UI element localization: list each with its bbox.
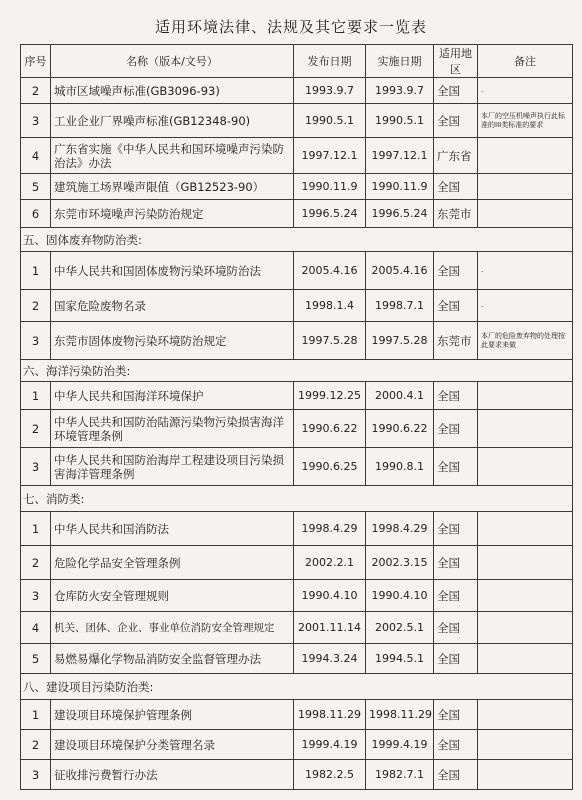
- publish-cell: 2001.11.14: [294, 612, 366, 644]
- name-cell: 国家危险废物名录: [51, 290, 294, 322]
- publish-cell: 2005.4.16: [294, 252, 366, 290]
- area-cell: 全国: [434, 448, 478, 486]
- table-row: [21, 104, 573, 138]
- seq-cell: 2: [21, 730, 51, 760]
- header-note: 备注: [478, 45, 573, 78]
- publish-cell: 1990.11.9: [294, 174, 366, 200]
- seq-cell: 2: [21, 290, 51, 322]
- effective-cell: 1993.9.7: [366, 78, 434, 104]
- publish-cell: 1999.12.25: [294, 382, 366, 410]
- area-cell: 全国: [434, 546, 478, 580]
- note-cell: [478, 730, 573, 760]
- seq-cell: 1: [21, 252, 51, 290]
- area-cell: 全国: [434, 730, 478, 760]
- area-cell: 全国: [434, 104, 478, 138]
- effective-cell: 1994.5.1: [366, 644, 434, 674]
- publish-cell: 1998.11.29: [294, 700, 366, 730]
- seq-cell: 2: [21, 78, 51, 104]
- area-cell: 全国: [434, 174, 478, 200]
- effective-cell: 1990.4.10: [366, 580, 434, 612]
- publish-cell: 1990.5.1: [294, 104, 366, 138]
- effective-cell: 1998.11.29: [366, 700, 434, 730]
- effective-cell: 1998.4.29: [366, 512, 434, 546]
- seq-cell: 3: [21, 760, 51, 790]
- note-cell: [478, 174, 573, 200]
- table-row: [21, 252, 573, 290]
- seq-cell: 2: [21, 410, 51, 448]
- effective-cell: 2002.3.15: [366, 546, 434, 580]
- table-row: [21, 644, 573, 674]
- note-cell: [478, 760, 573, 790]
- effective-cell: 1982.7.1: [366, 760, 434, 790]
- section-heading-solid-waste: 五、固体废弃物防治类:: [21, 228, 573, 252]
- note-cell: [478, 644, 573, 674]
- seq-cell: 2: [21, 546, 51, 580]
- effective-cell: 1998.7.1: [366, 290, 434, 322]
- section-row: [21, 674, 573, 700]
- note-cell: .: [478, 252, 573, 290]
- area-cell: 全国: [434, 580, 478, 612]
- note-cell: [478, 580, 573, 612]
- area-cell: 全国: [434, 290, 478, 322]
- section-row: [21, 360, 573, 382]
- table-row: [21, 700, 573, 730]
- name-cell: 东莞市环境噪声污染防治规定: [51, 200, 294, 228]
- seq-cell: 1: [21, 700, 51, 730]
- section-row: [21, 486, 573, 512]
- publish-cell: 1982.2.5: [294, 760, 366, 790]
- name-cell: 建筑施工场界噪声限值（GB12523-90）: [51, 174, 294, 200]
- header-name: 名称（版本/文号）: [51, 45, 294, 78]
- publish-cell: 1998.1.4: [294, 290, 366, 322]
- name-cell: 中华人民共和国防治陆源污染物污染损害海洋环境管理条例: [51, 410, 294, 448]
- effective-cell: 1990.6.22: [366, 410, 434, 448]
- header-seq: 序号: [21, 45, 51, 78]
- publish-cell: 1997.12.1: [294, 138, 366, 174]
- table-row: [21, 290, 573, 322]
- effective-cell: 2000.4.1: [366, 382, 434, 410]
- name-cell: 中华人民共和国固体废物污染环境防治法: [51, 252, 294, 290]
- note-cell: .: [478, 290, 573, 322]
- note-cell: [478, 200, 573, 228]
- area-cell: 全国: [434, 760, 478, 790]
- name-cell: 广东省实施《中华人民共和国环境噪声污染防治法》办法: [51, 138, 294, 174]
- effective-cell: 1997.5.28: [366, 322, 434, 360]
- table-row: [21, 200, 573, 228]
- publish-cell: 2002.2.1: [294, 546, 366, 580]
- publish-cell: 1999.4.19: [294, 730, 366, 760]
- area-cell: 广东省: [434, 138, 478, 174]
- seq-cell: 1: [21, 512, 51, 546]
- seq-cell: 3: [21, 322, 51, 360]
- publish-cell: 1990.6.25: [294, 448, 366, 486]
- seq-cell: 4: [21, 138, 51, 174]
- publish-cell: 1990.6.22: [294, 410, 366, 448]
- effective-cell: 1997.12.1: [366, 138, 434, 174]
- seq-cell: 4: [21, 612, 51, 644]
- area-cell: 全国: [434, 252, 478, 290]
- note-cell: [478, 138, 573, 174]
- name-cell: 仓库防火安全管理规则: [51, 580, 294, 612]
- note-cell: 本厂的空压机噪声执行此标准的III类标准的要求: [478, 104, 573, 138]
- effective-cell: 1990.11.9: [366, 174, 434, 200]
- header-effective-date: 实施日期: [366, 45, 434, 78]
- note-cell: [478, 448, 573, 486]
- note-cell: [478, 546, 573, 580]
- area-cell: 全国: [434, 78, 478, 104]
- publish-cell: 1993.9.7: [294, 78, 366, 104]
- note-cell: [478, 382, 573, 410]
- note-cell: 本厂的危险废弃物的处理按此要求来做: [478, 322, 573, 360]
- table-header-row: [21, 45, 573, 78]
- area-cell: 东莞市: [434, 322, 478, 360]
- table-row: [21, 512, 573, 546]
- seq-cell: 3: [21, 104, 51, 138]
- name-cell: 中华人民共和国消防法: [51, 512, 294, 546]
- publish-cell: 1990.4.10: [294, 580, 366, 612]
- area-cell: 全国: [434, 644, 478, 674]
- table-row: [21, 730, 573, 760]
- name-cell: 东莞市固体废物污染环境防治规定: [51, 322, 294, 360]
- effective-cell: 1990.8.1: [366, 448, 434, 486]
- header-publish-date: 发布日期: [294, 45, 366, 78]
- name-cell: 建设项目环境保护分类管理名录: [51, 730, 294, 760]
- table-row: [21, 174, 573, 200]
- name-cell: 城市区域噪声标准(GB3096-93): [51, 78, 294, 104]
- name-cell: 建设项目环境保护管理条例: [51, 700, 294, 730]
- note-cell: .: [478, 78, 573, 104]
- publish-cell: 1994.3.24: [294, 644, 366, 674]
- table-row: [21, 410, 573, 448]
- table-row: [21, 322, 573, 360]
- table-row: [21, 546, 573, 580]
- effective-cell: 2005.4.16: [366, 252, 434, 290]
- name-cell: 中华人民共和国海洋环境保护: [51, 382, 294, 410]
- regulations-table: [20, 44, 573, 790]
- effective-cell: 1996.5.24: [366, 200, 434, 228]
- seq-cell: 3: [21, 580, 51, 612]
- publish-cell: 1998.4.29: [294, 512, 366, 546]
- table-row: [21, 382, 573, 410]
- section-heading-construction: 八、建设项目污染防治类:: [21, 674, 573, 700]
- note-cell: [478, 700, 573, 730]
- table-row: [21, 138, 573, 174]
- seq-cell: 5: [21, 644, 51, 674]
- table-row: [21, 448, 573, 486]
- note-cell: [478, 410, 573, 448]
- seq-cell: 3: [21, 448, 51, 486]
- table-row: [21, 612, 573, 644]
- seq-cell: 1: [21, 382, 51, 410]
- area-cell: 全国: [434, 700, 478, 730]
- area-cell: 全国: [434, 382, 478, 410]
- publish-cell: 1997.5.28: [294, 322, 366, 360]
- note-cell: [478, 612, 573, 644]
- publish-cell: 1996.5.24: [294, 200, 366, 228]
- effective-cell: 1999.4.19: [366, 730, 434, 760]
- name-cell: 中华人民共和国防治海岸工程建设项目污染损害海洋管理条例: [51, 448, 294, 486]
- table-row: [21, 580, 573, 612]
- page-title: 适用环境法律、法规及其它要求一览表: [154, 18, 427, 36]
- name-cell: 征收排污费暂行办法: [51, 760, 294, 790]
- effective-cell: 1990.5.1: [366, 104, 434, 138]
- effective-cell: 2002.5.1: [366, 612, 434, 644]
- area-cell: 东莞市: [434, 200, 478, 228]
- seq-cell: 5: [21, 174, 51, 200]
- header-area: 适用地区: [434, 45, 478, 78]
- area-cell: 全国: [434, 612, 478, 644]
- name-cell: 易燃易爆化学物品消防安全监督管理办法: [51, 644, 294, 674]
- name-cell: 机关、团体、企业、事业单位消防安全管理规定: [51, 612, 294, 644]
- seq-cell: 6: [21, 200, 51, 228]
- area-cell: 全国: [434, 512, 478, 546]
- name-cell: 危险化学品安全管理条例: [51, 546, 294, 580]
- table-row: [21, 78, 573, 104]
- table-row: [21, 760, 573, 790]
- note-cell: [478, 512, 573, 546]
- area-cell: 全国: [434, 410, 478, 448]
- name-cell: 工业企业厂界噪声标准(GB12348-90): [51, 104, 294, 138]
- section-row: [21, 228, 573, 252]
- section-heading-fire: 七、消防类:: [21, 486, 573, 512]
- section-heading-marine: 六、海洋污染防治类:: [21, 360, 573, 382]
